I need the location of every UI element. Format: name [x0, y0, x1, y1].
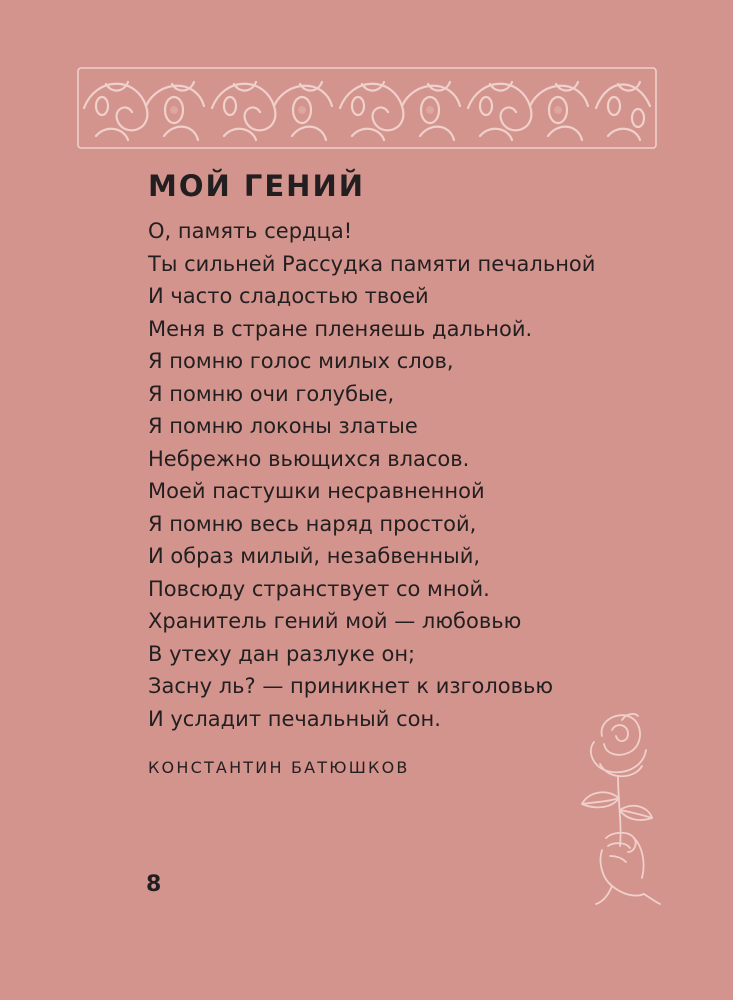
floral-ornament-banner — [76, 66, 658, 150]
poem-line: Я помню очи голубые, — [148, 381, 395, 406]
poem-line: Ты сильней Рассудка памяти печальной — [148, 251, 596, 276]
poem-line: И усладит печальный сон. — [148, 706, 441, 731]
poem-line: Я помню весь наряд простой, — [148, 511, 477, 536]
rose-in-hand-illustration — [572, 706, 662, 906]
poem-line: В утеху дан разлуке он; — [148, 641, 416, 666]
poem-line: Я помню голос милых слов, — [148, 349, 454, 373]
poem-title: МОЙ ГЕНИЙ — [148, 169, 365, 203]
poem-line: Небрежно вьющихся власов. — [148, 446, 470, 471]
poem-line: Хранитель гений мой — любовью — [148, 609, 522, 633]
poem-line: Моей пастушки несравненной — [148, 479, 485, 503]
poem-line: Повсюду странствует со мной. — [148, 576, 490, 601]
poem-line: О, память сердца! — [148, 219, 353, 243]
poem-line: Я помню локоны златые — [148, 414, 418, 438]
page-number: 8 — [146, 872, 162, 897]
poem-body — [148, 215, 595, 735]
poem-line: Меня в стране пленяешь дальной. — [148, 316, 533, 341]
poem-line: И образ милый, незабвенный, — [148, 544, 481, 568]
poem-author: КОНСТАНТИН БАТЮШКОВ — [148, 758, 410, 777]
poem-line: Засну ль? — приникнет к изголовью — [148, 674, 554, 698]
poem-line: И часто сладостью твоей — [148, 284, 429, 308]
